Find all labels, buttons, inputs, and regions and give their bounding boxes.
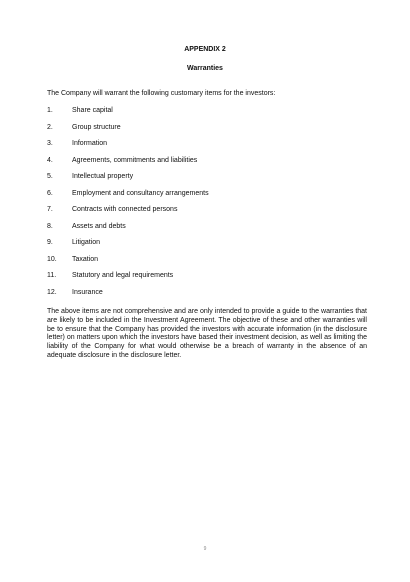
item-number: 10. (47, 255, 57, 263)
intro-paragraph: The Company will warrant the following customary items for the investors: (47, 90, 276, 97)
item-number: 9. (47, 239, 53, 246)
item-number: 7. (47, 206, 53, 213)
item-number: 4. (47, 156, 53, 164)
list-item (47, 156, 367, 173)
list-item (47, 189, 367, 206)
warranty-list (47, 106, 367, 304)
item-label: Share capital (72, 107, 113, 114)
item-label: Group structure (72, 123, 121, 131)
item-label: Intellectual property (72, 173, 134, 180)
item-label: Statutory and legal requirements (72, 272, 174, 279)
list-item (47, 205, 367, 222)
item-label: Assets and debts (72, 222, 126, 230)
list-item (47, 172, 367, 189)
item-label: Litigation (72, 239, 101, 246)
item-number: 3. (47, 140, 53, 147)
list-item (47, 288, 367, 305)
closing-paragraph: The above items are not comprehensive and are only intended to provide a guide to the warranties that are likely to be included in the Investment Agreement. The objective of these and other warranties will be to ensure that the Company has provided the investors with accurate information (in the disclosure letter) on matters upon which the investors have based their investment decision, as well as limiting the liability of the Company for what would otherwise be a breach of warranty in the absence of an adequate disclosure in the disclosure letter. (47, 308, 367, 359)
item-number: 12. (47, 288, 57, 296)
item-label: Taxation (72, 255, 99, 263)
item-number: 2. (47, 123, 53, 131)
item-label: Contracts with connected persons (72, 206, 178, 213)
appendix-heading: APPENDIX 2 (184, 46, 226, 53)
list-item (47, 139, 367, 156)
item-number: 5. (47, 173, 53, 180)
list-item (47, 271, 367, 288)
item-number: 6. (47, 189, 53, 197)
list-item (47, 222, 367, 239)
item-number: 11. (47, 272, 57, 279)
list-item (47, 238, 367, 255)
item-label: Agreements, commitments and liabilities (72, 156, 198, 164)
item-label: Employment and consultancy arrangements (72, 189, 209, 197)
item-number: 8. (47, 222, 53, 230)
item-label: Insurance (72, 288, 103, 296)
appendix-subheading: Warranties (187, 65, 223, 72)
list-item (47, 255, 367, 272)
item-label: Information (72, 140, 108, 147)
list-item (47, 106, 367, 123)
item-number: 1. (47, 107, 53, 114)
page-number: 9 (203, 546, 207, 552)
list-item (47, 123, 367, 140)
